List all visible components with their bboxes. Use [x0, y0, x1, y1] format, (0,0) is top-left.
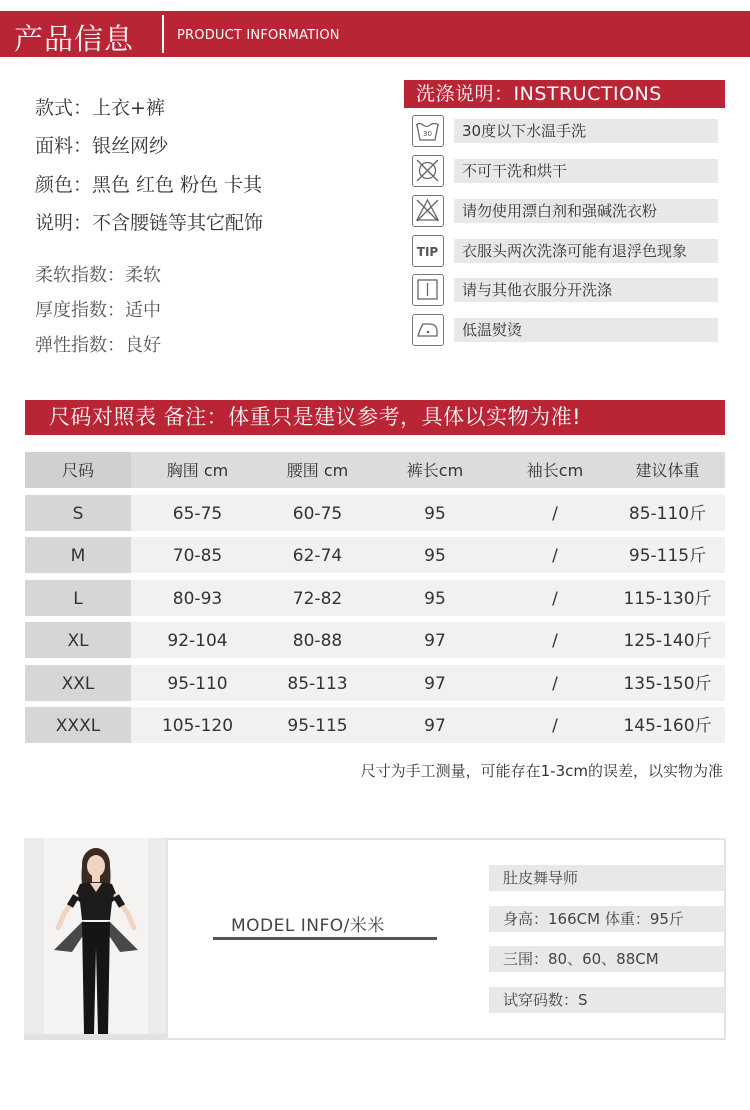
index-label: 弹性指数： — [35, 335, 125, 356]
instruction-item — [412, 314, 722, 346]
header-divider — [162, 15, 164, 53]
spec-style — [35, 93, 165, 120]
size-cell: S — [25, 495, 131, 531]
table-cell: / — [552, 673, 558, 694]
model-info-underline — [213, 937, 437, 940]
spec-value: 银丝网纱 — [92, 135, 169, 157]
table-cell: 97 — [424, 716, 446, 736]
low-iron-icon — [412, 314, 444, 346]
header-banner — [0, 11, 750, 57]
instruction-text: 衣服头两次洗涤可能有退浮色现象 — [454, 239, 718, 263]
model-info-label: MODEL INFO/米米 — [231, 916, 385, 936]
tip-icon — [412, 235, 444, 267]
header-cell: 胸围 cm — [166, 461, 229, 480]
instruction-item — [412, 115, 722, 147]
spec-note — [35, 208, 263, 235]
table-cell: / — [552, 631, 558, 651]
instruction-item — [412, 195, 722, 227]
table-cell: / — [552, 588, 558, 609]
table-cell: 95 — [424, 588, 446, 609]
wash-30-icon — [412, 115, 444, 147]
model-field-profession: 肚皮舞导师 — [489, 865, 725, 891]
instruction-item — [412, 235, 722, 267]
table-cell: 135-150斤 — [623, 673, 712, 694]
model-photo — [24, 838, 168, 1040]
table-header-row — [25, 452, 725, 488]
spec-label: 款式： — [35, 97, 93, 119]
table-cell: 85-113 — [287, 673, 348, 694]
no-bleach-icon — [412, 195, 444, 227]
index-label: 柔软指数： — [35, 265, 125, 286]
no-dry-clean-icon — [412, 155, 444, 187]
size-cell: XL — [25, 622, 131, 658]
size-cell: M — [25, 537, 131, 573]
index-elasticity — [35, 331, 161, 357]
index-softness — [35, 261, 161, 287]
table-cell: / — [552, 503, 558, 524]
table-cell: 62-74 — [292, 546, 343, 566]
spec-label: 颜色： — [35, 174, 93, 196]
index-value: 良好 — [125, 335, 161, 356]
table-cell: 95-110 — [167, 673, 228, 694]
table-cell: / — [552, 716, 558, 736]
instruction-item — [412, 155, 722, 187]
table-row — [25, 537, 725, 573]
table-cell: 125-140斤 — [623, 631, 712, 651]
table-cell: 92-104 — [167, 631, 228, 651]
table-cell: 65-75 — [172, 503, 223, 524]
spec-value: 上衣+裤 — [92, 97, 165, 119]
header-cell: 尺码 — [25, 452, 131, 488]
table-cell: 85-110斤 — [628, 503, 707, 524]
size-cell: XXL — [25, 665, 131, 701]
header-cell: 腰围 cm — [286, 461, 349, 480]
table-row — [25, 707, 725, 743]
table-row — [25, 580, 725, 616]
wash-temp-text: 30 — [423, 130, 432, 138]
spec-label: 说明： — [35, 212, 93, 234]
table-cell: 95-115 — [287, 716, 348, 736]
table-row — [25, 622, 725, 658]
spec-colors — [35, 170, 262, 197]
instruction-text: 请与其他衣服分开洗涤 — [454, 278, 718, 302]
instruction-text: 请勿使用漂白剂和强碱洗衣粉 — [454, 199, 718, 223]
spec-value: 黑色 红色 粉色 卡其 — [92, 174, 263, 196]
instructions-title: 洗涤说明：INSTRUCTIONS — [404, 80, 725, 108]
size-chart-title: 尺码对照表 备注：体重只是建议参考，具体以实物为准! — [25, 400, 725, 435]
spec-fabric — [35, 131, 168, 158]
table-cell: / — [552, 546, 558, 566]
table-cell: 97 — [424, 673, 446, 694]
table-cell: 95 — [424, 503, 446, 524]
table-cell: 80-93 — [172, 588, 223, 609]
measurement-note: 尺寸为手工测量，可能存在1-3cm的误差，以实物为准 — [360, 762, 723, 780]
table-cell: 95 — [424, 546, 446, 566]
model-field-size: 试穿码数：S — [489, 987, 725, 1013]
table-cell: 60-75 — [292, 503, 343, 524]
instruction-item — [412, 274, 722, 306]
instruction-text: 低温熨烫 — [454, 318, 718, 342]
table-cell: 105-120 — [161, 716, 234, 736]
table-row — [25, 665, 725, 701]
index-label: 厚度指数： — [35, 300, 125, 321]
model-figure-illustration — [24, 838, 168, 1040]
table-cell: 145-160斤 — [623, 716, 712, 736]
tip-text: TIP — [416, 245, 439, 259]
spec-value: 不含腰链等其它配饰 — [92, 212, 264, 234]
spec-label: 面料： — [35, 135, 93, 157]
header-cell: 袖长cm — [526, 461, 584, 480]
instruction-text: 30度以下水温手洗 — [454, 119, 718, 143]
table-cell: 95-115斤 — [628, 546, 707, 566]
header-title: 产品信息 — [14, 22, 135, 56]
separate-wash-icon — [412, 274, 444, 306]
instruction-text: 不可干洗和烘干 — [454, 159, 718, 183]
size-cell: L — [25, 580, 131, 616]
index-value: 柔软 — [125, 265, 161, 286]
model-field-height-weight: 身高：166CM 体重：95斤 — [489, 906, 725, 932]
table-cell: 80-88 — [292, 631, 343, 651]
header-cell: 建议体重 — [635, 461, 700, 480]
table-cell: 70-85 — [172, 546, 223, 566]
table-cell: 97 — [424, 631, 446, 651]
size-table — [25, 452, 725, 750]
size-cell: XXXL — [25, 707, 131, 743]
model-field-measurements: 三围：80、60、88CM — [489, 946, 725, 972]
header-cell: 裤长cm — [406, 461, 464, 480]
header-subtitle: PRODUCT INFORMATION — [177, 28, 340, 43]
table-row — [25, 495, 725, 531]
table-cell: 115-130斤 — [623, 588, 712, 609]
table-cell: 72-82 — [292, 588, 343, 609]
index-value: 适中 — [125, 300, 161, 321]
index-thickness — [35, 296, 161, 322]
